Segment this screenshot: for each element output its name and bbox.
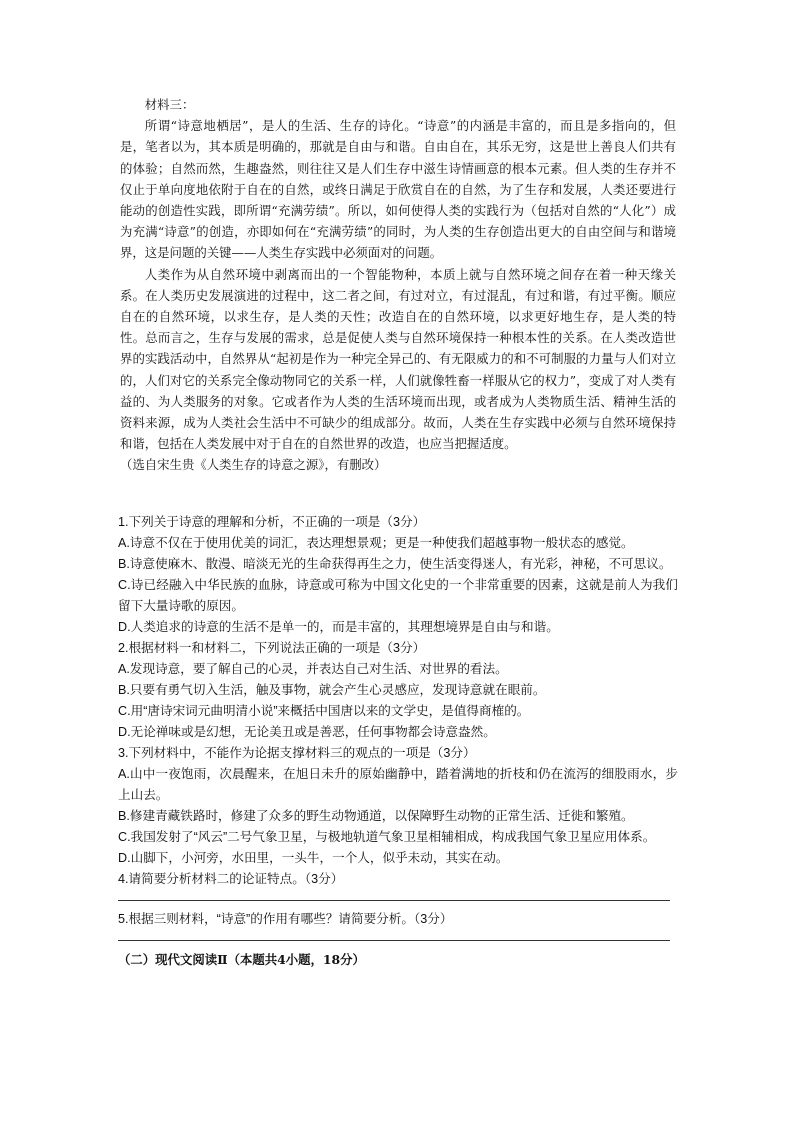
option-a: A.山中一夜饱雨，次晨醒来，在旭日未升的原始幽静中，踏着满地的折枝和仍在流泻的细股雨水，步上山去。 xyxy=(118,767,678,802)
option-c: C.诗已经融入中华民族的血脉，诗意或可称为中国文化史的一个非常重要的因素，这就是前人为我们留下大量诗歌的原因。 xyxy=(118,578,678,613)
option-d: D.山脚下，小河旁，水田里，一头牛，一个人，似乎未动，其实在动。 xyxy=(118,851,509,865)
option-a: A.发现诗意，要了解自己的心灵，并表达自己对生活、对世界的看法。 xyxy=(118,662,508,676)
option-d: D.人类追求的诗意的生活不是单一的，而是丰富的，其理想境界是自由与和谐。 xyxy=(118,620,559,634)
section-heading: （二）现代文阅读Ⅱ（本题共4小题，18分） xyxy=(118,952,365,967)
question-stem: 4.请简要分析材料二的论证特点。（3分） xyxy=(118,872,344,886)
answer-line xyxy=(118,940,670,941)
option-c: C.用“唐诗宋词元曲明清小说”来概括中国唐以来的文学史，是值得商榷的。 xyxy=(118,704,530,718)
option-d: D.无论禅味或是幻想，无论美丑或是善恶，任何事物都会诗意盎然。 xyxy=(118,725,496,739)
option-b: B.只要有勇气切入生活，触及事物，就会产生心灵感应，发现诗意就在眼前。 xyxy=(118,683,546,697)
option-b: B.诗意使麻木、散漫、暗淡无光的生命获得再生之力，使生活变得迷人，有光彩，神秘，不可思议。 xyxy=(118,557,672,571)
material-label: 材料三： xyxy=(144,97,195,112)
answer-line xyxy=(118,900,670,901)
passage-source: （选自宋生贵《人类生存的诗意之源》，有删改） xyxy=(120,457,387,473)
question-stem: 1.下列关于诗意的理解和分析，不正确的一项是（3分） xyxy=(118,515,426,529)
question-stem: 5.根据三则材料，“诗意”的作用有哪些？请简要分析。（3分） xyxy=(118,912,453,926)
question-stem: 3.下列材料中，不能作为论据支撑材料三的观点的一项是（3分） xyxy=(118,746,476,760)
material-three-passage xyxy=(120,94,676,476)
question-list xyxy=(118,512,678,970)
passage-paragraph: 人类作为从自然环境中剥离而出的一个智能物种，本质上就与自然环境之间存在着一种天缘关系。在人类历史发展演进的过程中，这二者之间，有过对立，有过混乱，有过和谐，有过平衡。顺应自在的自然环境，以求生存，是人类的天性；改造自在的自然环境，以求更好地生存，是人类的特性。总而言之，生存与发展的需求，总是促使人类与自然环境保持一种根本性的关系。在人类改造世界的实践活动中，自然界从“起初是作为一种完全异己的、有无限威力的和不可制服的力量与人们对立的，人们对它的关系完全像动物同它的关系一样，人们就像牲畜一样服从它的权力”，变成了对人类有益的、为人类服务的对象。它或者作为人类的生活环境而出现，或者成为人类物质生活、精神生活的资料来源，成为人类社会生活中不可缺少的组成部分。故而，人类在生存实践中必须与自然环境保持和谐，包括在人类发展中对于自在的自然世界的改造，也应当把握适度。 xyxy=(120,266,676,452)
passage-paragraph: 所谓“诗意地栖居”，是人的生活、生存的诗化。“诗意”的内涵是丰富的，而且是多指向的，但是，笔者以为，其本质是明确的，那就是自由与和谐。自由自在，其乐无穷，这是世上善良人们共有的体验；自然而然，生趣盎然，则往往又是人们生存中滋生诗情画意的根本元素。但人类的生存并不仅止于单向度地依附于自在的自然，或终日满足于欣赏自在的自然，为了生存和发展，人类还要进行能动的创造性实践，即所谓“充满劳绩”。所以，如何使得人类的实践行为（包括对自然的“人化”）成为充满“诗意”的创造，亦即如何在“充满劳绩”的同时，为人类的生存创造出更大的自由空间与和谐境界，这是问题的关键——人类生存实践中必须面对的问题。 xyxy=(120,118,676,261)
option-c: C.我国发射了“风云”二号气象卫星，与极地轨道气象卫星相辅相成，构成我国气象卫星应用体系。 xyxy=(118,830,656,844)
option-a: A.诗意不仅在于使用优美的词汇，表达理想景观；更是一种使我们超越事物一般状态的感觉。 xyxy=(118,536,634,550)
option-b: B.修建青藏铁路时，修建了众多的野生动物通道，以保障野生动物的正常生活、迁徙和繁殖。 xyxy=(118,809,634,823)
question-stem: 2.根据材料一和材料二，下列说法正确的一项是（3分） xyxy=(118,641,426,655)
